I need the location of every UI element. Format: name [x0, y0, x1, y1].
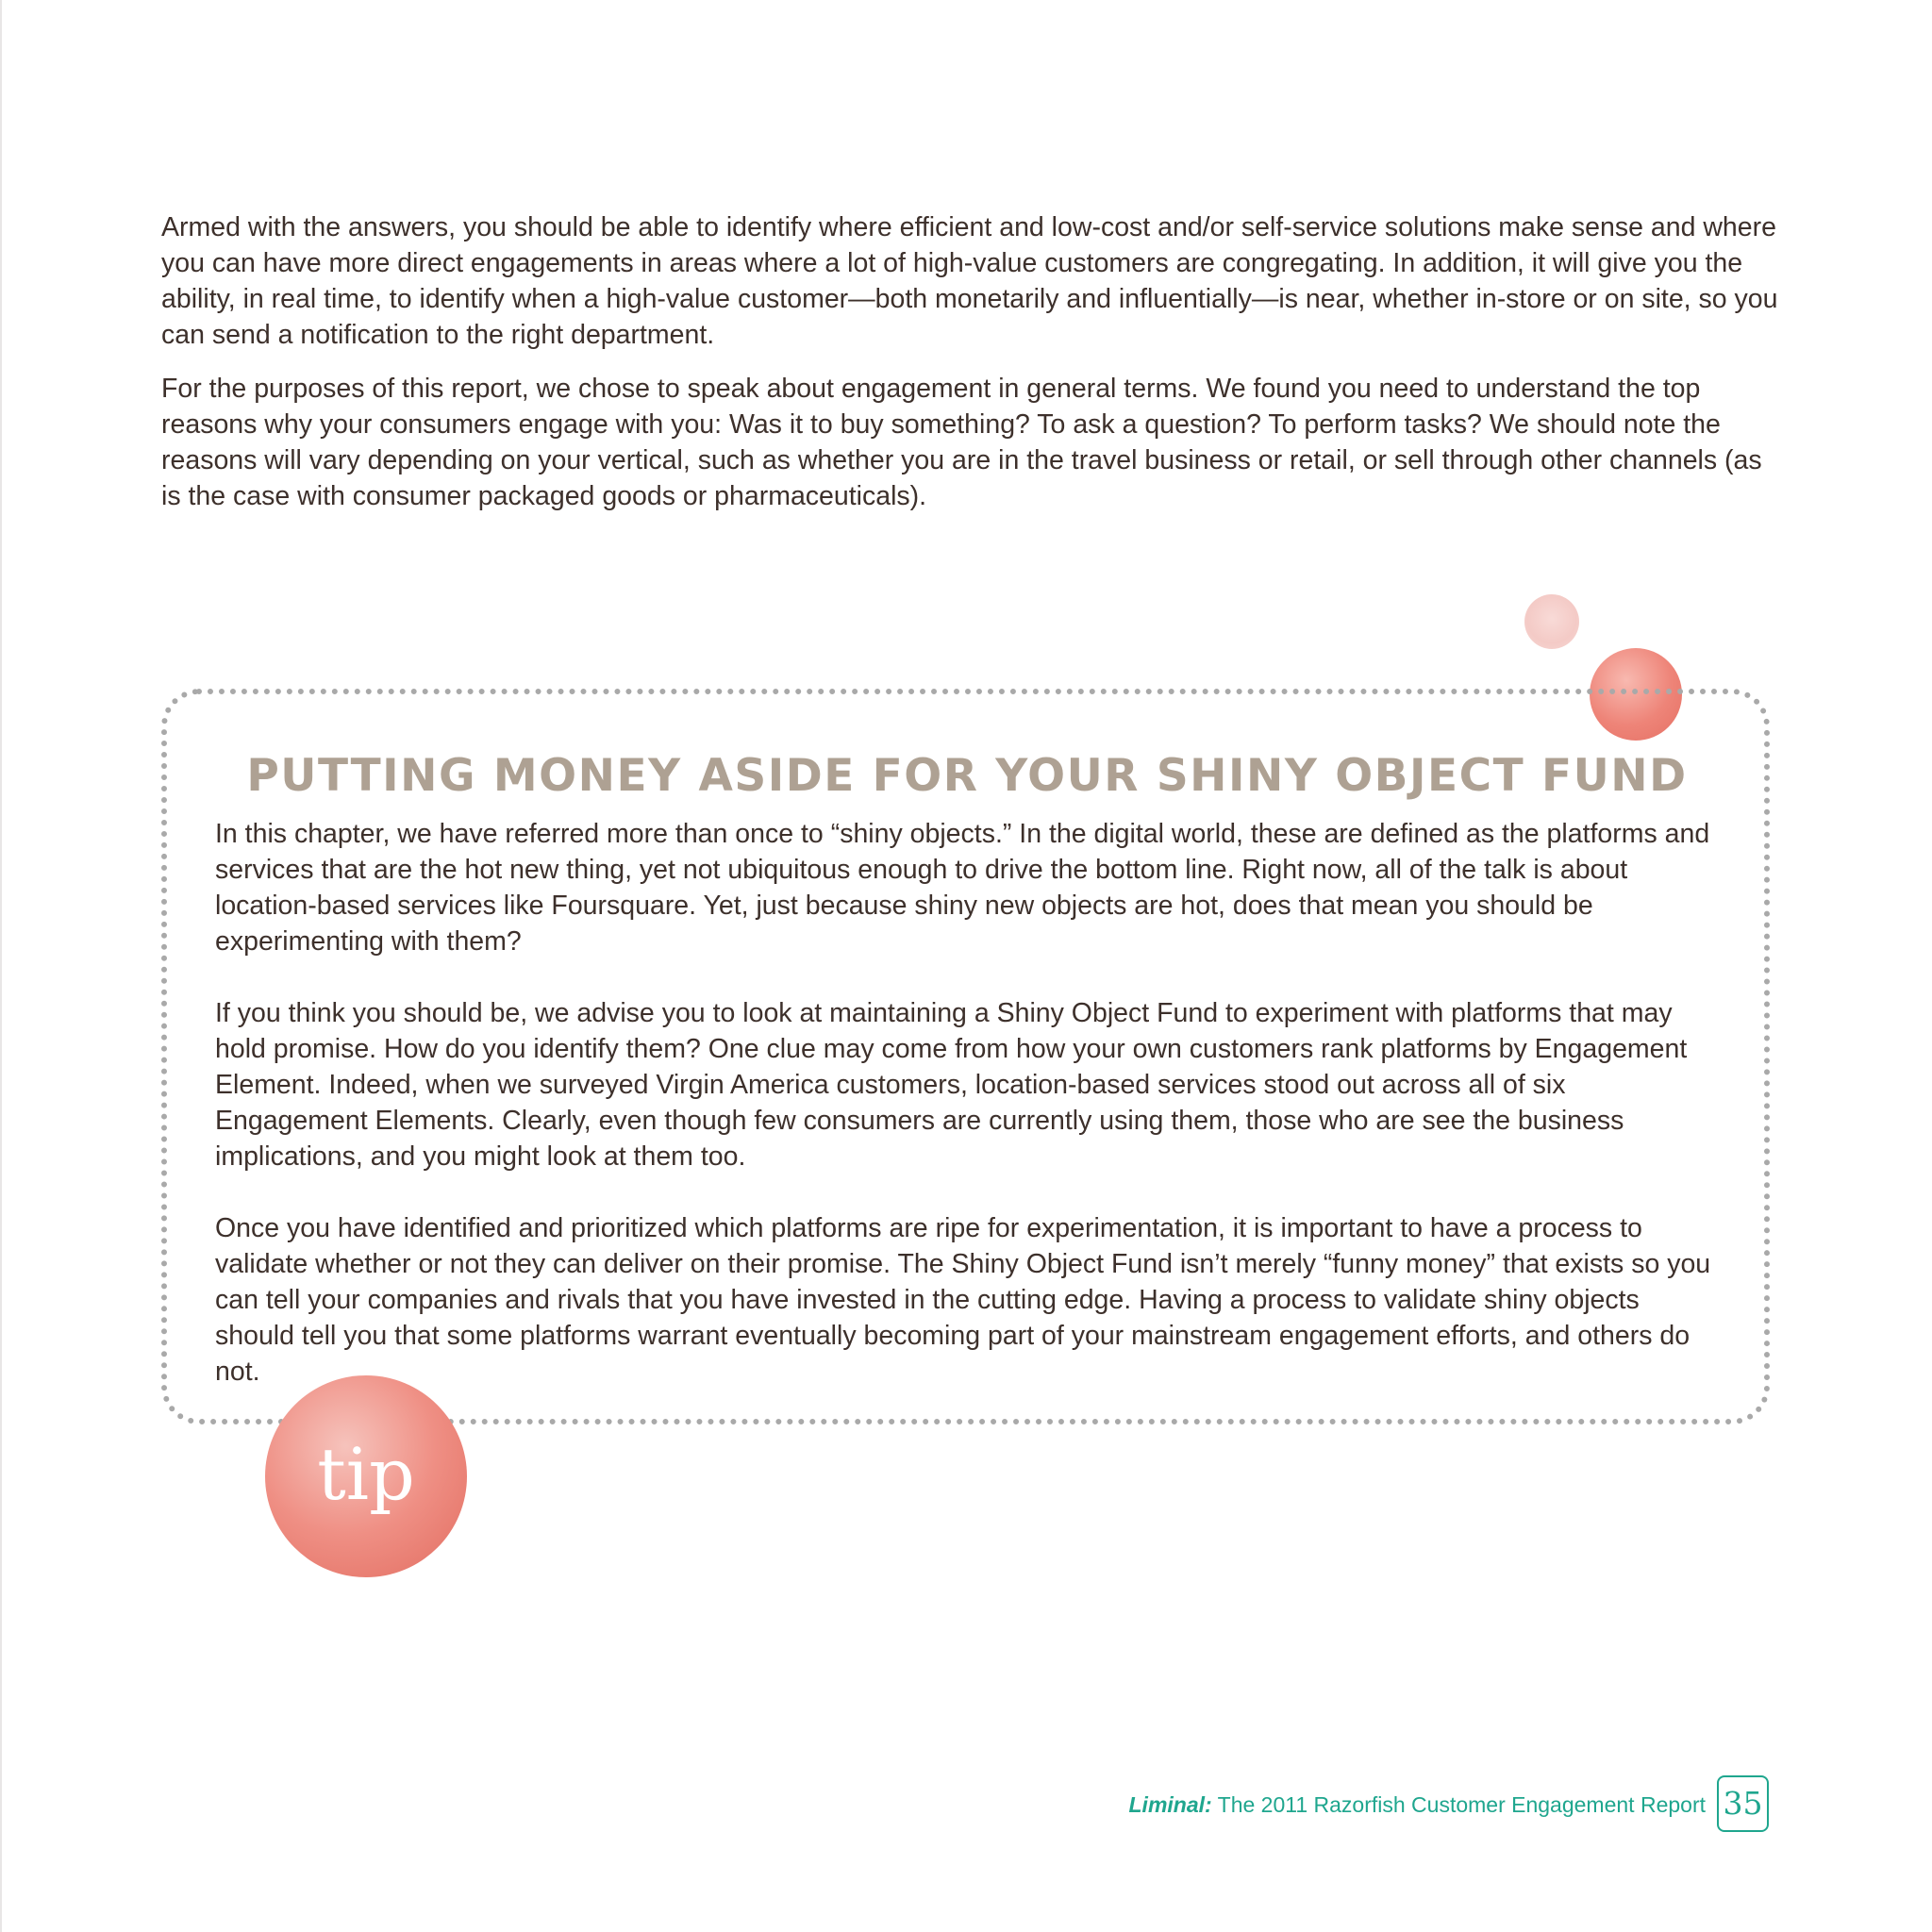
tip-paragraph-3: Once you have identified and prioritized which platforms are ripe for experimentation, it is important to have a process to validate whether or not they can deliver on their promise. The Shiny Object Fund isn’t merely “funny money” that exists so you can tell your companies and rivals that you have invested in the cutting edge. Having a process to validate shiny objects should tell you that some platforms warrant eventually becoming part of your mainstream engagement efforts, and others do not.	[215, 1213, 1711, 1387]
footer	[1129, 1792, 1707, 1818]
tip-title: PUTTING MONEY ASIDE FOR YOUR SHINY OBJECT FUND	[246, 750, 1688, 802]
footer-report-title: The 2011 Razorfish Customer Engagement Report	[1211, 1792, 1706, 1817]
body-paragraph-2: For the purposes of this report, we chose to speak about engagement in general terms. We found you need to understand the top reasons why your consumers engage with you: Was it to buy something? To ask a question? To perform tasks? We should note the reasons will vary depending on your vertical, such as whether you are in the travel business or retail, or sell through other channels (as is the case with consumer packaged goods or pharmaceuticals).	[161, 374, 1762, 511]
page-edge	[0, 0, 2, 1932]
body-text	[161, 209, 1784, 532]
tip-paragraph-2: If you think you should be, we advise you to look at maintaining a Shiny Object Fund to experiment with platforms that may hold promise. How do you identify them? One clue may come from how your own customers rank platforms by Engagement Element. Indeed, when we surveyed Virgin America customers, location-based services stood out across all of six Engagement Elements. Clearly, even though few consumers are currently using them, those who are see the business implications, and you might look at them too.	[215, 998, 1688, 1172]
body-paragraph-1: Armed with the answers, you should be able to identify where efficient and low-cost and/or self-service solutions make sense and where you can have more direct engagements in areas where a lot of high-value customers are congregating. In addition, it will give you the ability, in real time, to identify when a high-value customer—both monetarily and influentially—is near, whether in-store or on site, so you can send a notification to the right department.	[161, 212, 1778, 350]
tip-paragraph-1: In this chapter, we have referred more than once to “shiny objects.” In the digital world, these are defined as the platforms and services that are the hot new thing, yet not ubiquitous enough to drive the bottom line. Right now, all of the talk is about location-based services like Foursquare. Yet, just because shiny new objects are hot, does that mean you should be experimenting with them?	[215, 819, 1710, 957]
tip-body	[215, 816, 1724, 1425]
tip-label: tip	[317, 1432, 415, 1516]
page-number: 35	[1717, 1775, 1769, 1832]
small-bubble-decoration	[1524, 594, 1579, 649]
footer-brand: Liminal:	[1128, 1792, 1212, 1817]
